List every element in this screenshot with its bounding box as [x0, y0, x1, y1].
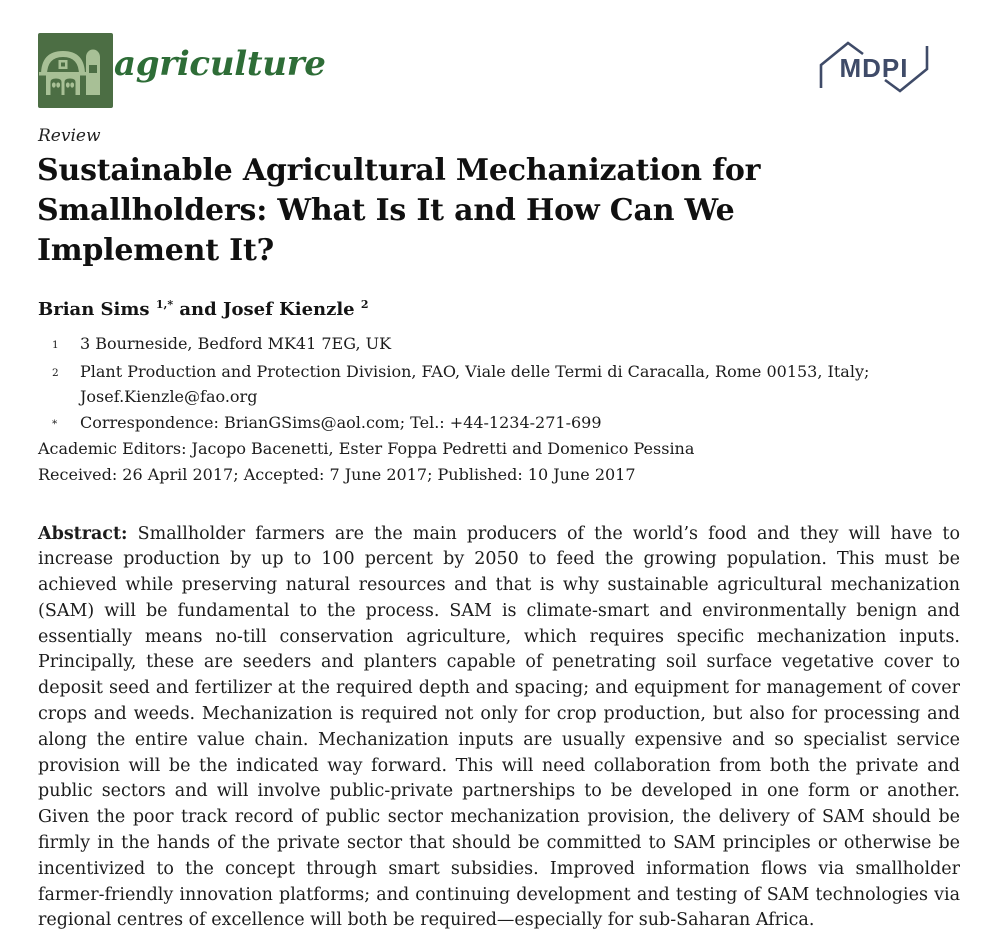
title-line: Implement It?	[37, 233, 275, 268]
author-name: Brian Sims	[38, 299, 150, 320]
journal-wordmark: agriculture	[114, 44, 326, 84]
mdpi-logo	[812, 36, 936, 98]
dates-line: Received: 26 April 2017; Accepted: 7 June 2017; Published: 10 June 2017	[38, 465, 636, 484]
agriculture-journal-logo	[38, 33, 113, 108]
article-type-label: Review	[38, 126, 101, 146]
affiliation-marker: 1	[52, 339, 59, 351]
abstract-label: Abstract:	[38, 523, 128, 544]
authors-connector: and	[173, 299, 223, 320]
correspondence-text: Correspondence: BrianGSims@aol.com; Tel.: +44-1234-271-699	[80, 412, 602, 432]
affiliation-marker: 2	[52, 366, 59, 379]
affiliations-list	[52, 331, 918, 437]
affiliation-row	[52, 410, 918, 438]
title-line: Smallholders: What Is It and How Can We	[37, 193, 735, 228]
abstract-paragraph	[38, 522, 960, 935]
affiliation-row	[52, 331, 918, 359]
author-name: Josef Kienzle	[222, 299, 355, 320]
affiliation-row	[52, 359, 918, 410]
author-affiliation-marker: 1,*	[155, 298, 174, 311]
author-affiliation-marker: 2	[360, 298, 369, 311]
affiliation-text: 3 Bourneside, Bedford MK41 7EG, UK	[80, 334, 392, 353]
mdpi-logo-text: MDPI	[839, 53, 909, 83]
barn-icon	[38, 33, 113, 108]
affiliation-text: Plant Production and Protection Division, FAO, Viale delle Termi di Caracalla, Rome 00153, Italy; Josef.Kienzle@fao.org	[80, 361, 870, 406]
editorial-info	[38, 436, 918, 488]
authors-line	[38, 299, 369, 320]
article-title	[37, 151, 897, 271]
academic-editors-line: Academic Editors: Jacopo Bacenetti, Ester Foppa Pedretti and Domenico Pessina	[38, 439, 695, 458]
affiliation-marker: *	[52, 417, 58, 430]
abstract-text: Smallholder farmers are the main producers of the world’s food and they will have to increase production by up to 100 percent by 2050 to feed the growing population. This must be achieved while preserving natural resources and that is why sustainable agricultural mechanization (SAM) will be fundamental to the process. SAM is climate-smart and environmentally benign and essentially means no-till conservation agriculture, which requires specific mechanization inputs. Principally, these are seeders and planters capable of penetrating soil surface vegetative cover to deposit seed and fertilizer at the required depth and spacing; and equipment for management of cover crops and weeds. Mechanization is required not only for crop production, but also for processing and along the entire value chain. Mechanization inputs are usually expensive and so specialist service provision will be the indicated way forward. This will need collaboration from both the private and public sectors and will involve public-private partnerships to be developed in one form or another. Given the poor track record of public sector mechanization provision, the delivery of SAM should be firmly in the hands of the private sector that should be committed to SAM principles or otherwise be incentivized to the concept through smart subsidies. Improved information flows via smallholder farmer-friendly innovation platforms; and continuing development and testing of SAM technologies via regional centres of excellence will both be required—especially for sub-Saharan Africa.	[38, 523, 960, 931]
mdpi-hexagon-icon	[812, 36, 936, 98]
title-line: Sustainable Agricultural Mechanization for	[37, 153, 761, 188]
